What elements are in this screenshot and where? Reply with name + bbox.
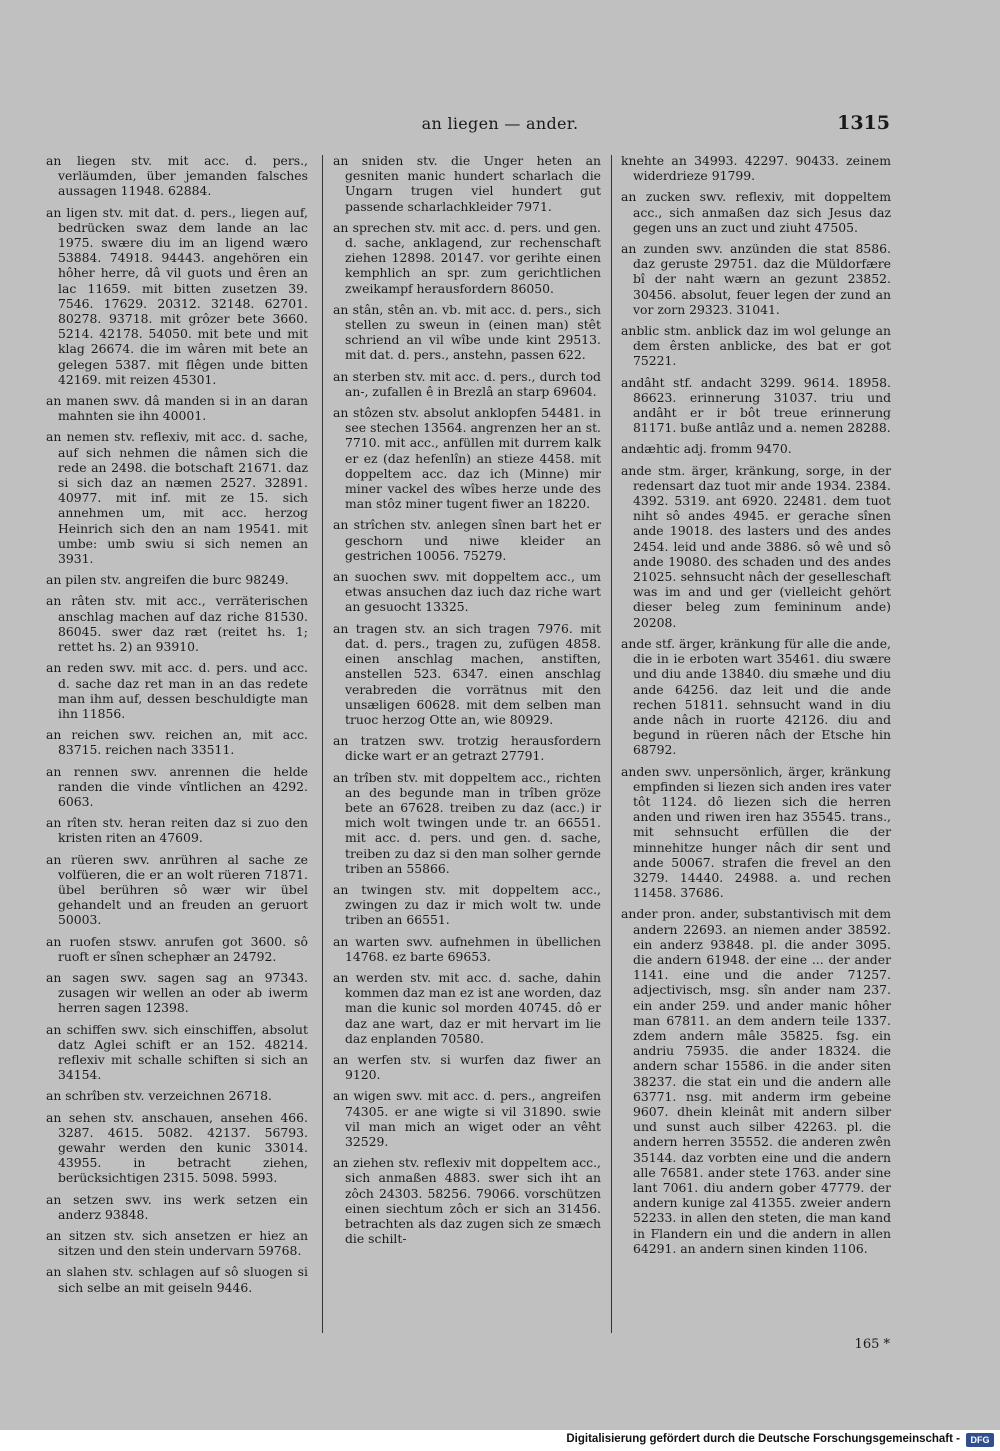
dictionary-entry: an setzen swv. ins werk setzen ein anderz 93848. — [46, 1191, 308, 1222]
dictionary-entry: ande stf. ärger, kränkung für alle die ande, die in ie erboten wart 35461. diu swære und diu ande 13840. diu smæhe und diu ande 64256. daz leit und die ande rechen 51811. sehnsucht wand in diu ande nâch in ruorte 42126. diu and begund in rüeren nâch der Etsche hin 68792. — [621, 635, 891, 758]
dictionary-entry: an nemen stv. reflexiv, mit acc. d. sache, auf sich nehmen die nâmen sich die rede an 2498. die botschaft 21671. daz si sich daz an næmen 2527. 32891. 40977. mit inf. mit ze 15. sich annehmen um, mit acc. herzog Heinrich sich den an nam 19541. mit umbe: umb swiu si sich nemen an 3931. — [46, 429, 308, 567]
dictionary-entry: andâht stf. andacht 3299. 9614. 18958. 86623. erinnerung 31037. triu und andâht er ir bôt treue erinnerung 81171. buße antlâz und a. nemen 28288. — [621, 374, 891, 436]
dictionary-entry: an sniden stv. die Unger heten an gesniten manic hundert scharlach die Ungarn trugen viel hundert gut passende scharlachkleider 7971. — [333, 153, 601, 214]
dfg-logo: DFG — [966, 1433, 994, 1447]
dictionary-column-3 — [621, 153, 891, 1262]
signature-mark: 165 * — [854, 1337, 890, 1352]
dictionary-entry: an tragen stv. an sich tragen 7976. mit dat. d. pers., tragen zu, zufügen 4858. einen anschlag machen, anstiften, anstellen 523. 6347. einen anschlag verabreden die vorrätnus mit den unsæligen 60628. mit dem selben man truoc herzog Otte an, wie 80929. — [333, 620, 601, 727]
dictionary-entry: an stân, stên an. vb. mit acc. d. pers., sich stellen zu sweun in (einen man) stêt schriend an vil wîbe unde kint 29513. mit dat. d. pers., anstehn, passen 622. — [333, 301, 601, 363]
dictionary-entry: an ruofen stswv. anrufen got 3600. sô ruoft er sînen schephær an 24792. — [46, 933, 308, 964]
dictionary-entry: an warten swv. aufnehmen in übellichen 14768. ez barte 69653. — [333, 933, 601, 964]
dictionary-entry: an twingen stv. mit doppeltem acc., zwingen zu daz ir mich wolt tw. unde triben an 66551. — [333, 881, 601, 928]
dictionary-entry: an strîchen stv. anlegen sînen bart het er geschorn und niwe kleider an gestrichen 10056. 75279. — [333, 517, 601, 563]
dictionary-entry: andæhtic adj. fromm 9470. — [621, 441, 792, 457]
digitization-banner — [0, 1430, 1000, 1451]
dictionary-entry: an wigen swv. mit acc. d. pers., angreifen 74305. er ane wigte si vil 31890. swie vil man mich an wiget oder an vêht 32529. — [333, 1088, 601, 1149]
dictionary-column-2 — [333, 153, 601, 1252]
dictionary-entry: knehte an 34993. 42297. 90433. zeinem widerdrieze 91799. — [621, 153, 891, 184]
dictionary-entry: an trîben stv. mit doppeltem acc., richten an des begunde man in trîben gröze bete an 67628. treiben zu daz (acc.) ir mich wolt twingen unde tr. an 66551. mit acc. d. pers. und gen. d. sache, treiben zu daz si den man solher gernde triben an 55866. — [333, 769, 601, 876]
dictionary-entry: ande stm. ärger, kränkung, sorge, in der redensart daz tuot mir ande 1934. 2384. 4392. 5319. ant 6920. 22481. dem tuot niht sô andes 4945. er gerache sînen ande 19018. des lasters und des andes 2454. leid und ande 3886. sô wê und sô ande 19080. des schaden und des andes 21025. sehnsucht nâch der geselleschaft was im and und ger (vielleicht gehört dieser beleg zum femininum ande) 20208. — [621, 462, 891, 630]
dictionary-entry: an sehen stv. anschauen, ansehen 466. 3287. 4615. 5082. 42137. 56793. gewahr werden den kunic 33014. 43955. in betracht ziehen, berücksichtigen 2315. 5098. 5993. — [46, 1109, 308, 1186]
dictionary-entry: an tratzen swv. trotzig herausfordern dicke wart er an getrazt 27791. — [333, 733, 601, 764]
dictionary-entry: an schrîben stv. verzeichnen 26718. — [46, 1088, 272, 1104]
running-title: an liegen — ander. — [421, 114, 579, 133]
dictionary-entry: an sagen swv. sagen sag an 97343. zusagen wir wellen an oder ab iwerm herren sagen 12398. — [46, 969, 308, 1016]
dictionary-entry: an râten stv. mit acc., verräterischen anschlag machen auf daz riche 81530. 86045. swer daz ræt (reitet hs. 1; rettet hs. 2) an 93910. — [46, 593, 308, 655]
dictionary-entry: an pilen stv. angreifen die burc 98249. — [46, 572, 289, 588]
dictionary-entry: an sterben stv. mit acc. d. pers., durch tod an-, zufallen ê in Brezlâ an starp 69604. — [333, 368, 601, 399]
dictionary-entry: an schiffen swv. sich einschiffen, absolut datz Aglei schift er an 152. 48214. reflexiv mit schalle schiften si sich an 34154. — [46, 1021, 308, 1083]
dictionary-entry: anden swv. unpersönlich, ärger, kränkung empfinden si liezen sich anden ires vater tôt 1124. dô liezen sich die herren anden und riwen iren haz 35545. trans., mit sehnsucht erfüllen die der minnehitze hunger nâch dir sent und ande 50067. strafen die frevel an den 3279. 14440. 24988. a. und rechen 11458. 37686. — [621, 763, 891, 901]
page-number: 1315 — [837, 112, 890, 134]
dictionary-entry: an zunden swv. anzünden die stat 8586. daz geruste 29751. daz die Müldorfære bî der naht wærn an gezunt 23852. 30456. absolut, feuer legen der zund an vor zorn 29323. 31041. — [621, 241, 891, 317]
dictionary-entry: anblic stm. anblick daz im wol gelunge an dem êrsten anblicke, des bat er got 75221. — [621, 323, 891, 369]
dictionary-entry: an suochen swv. mit doppeltem acc., um etwas ansuchen daz iuch daz riche wart an gesuocht 13325. — [333, 569, 601, 615]
dictionary-entry: an sprechen stv. mit acc. d. pers. und gen. d. sache, anklagend, zur rechenschaft ziehen 12898. 20147. vor gerihte einen kemphlich an spr. zum gerichtlichen zweikampf herausfordern 86050. — [333, 219, 601, 296]
banner-text: Digitalisierung gefördert durch die Deutsche Forschungsgemeinschaft - — [566, 1433, 960, 1445]
dictionary-entry: an ziehen stv. reflexiv mit doppeltem acc., sich anmaßen 4883. swer sich iht an zôch 24303. 58256. 79066. vorschützen einen siechtum zôch er sich an 31456. betrachten als daz zugen sich ze smæch die schilt- — [333, 1155, 601, 1247]
column-divider — [611, 155, 612, 1333]
dictionary-entry: an sitzen stv. sich ansetzen er hiez an sitzen und den stein undervarn 59768. — [46, 1228, 308, 1259]
dictionary-entry: an rîten stv. heran reiten daz si zuo den kristen riten an 47609. — [46, 815, 308, 846]
column-divider — [322, 155, 323, 1333]
dictionary-entry: an reden swv. mit acc. d. pers. und acc. d. sache daz ret man in an das redete man ihm auf, dessen beschuldigte man ihn 11856. — [46, 660, 308, 721]
dictionary-entry: ander pron. ander, substantivisch mit dem andern 22693. an niemen ander 38592. ein anderz 93848. pl. die ander 3095. die andern 61948. der eine ... der ander 1141. eine und die ander 71257. adjectivisch, msg. sîn ander nam 237. ein ander 259. und ander manic hôher man 67811. an dem andern teile 1337. zdem andern mâle 35825. fsg. ein andriu 75935. die ander 18324. die andern schar 15586. in die ander siten 38237. die stat ein und die andern alle 63771. nsg. mit anderm irm gebeine 9607. dhein kleinât mit andern silber und sunst auch silber 42263. pl. die andern herren 35552. die anderen zwên 35144. daz vorbten eine und die andern alle 76581. ander stete 1763. ander sine lant 7061. diu andern gober 47779. der andern kunige zal 41355. zweier andern 52233. in allen den steten, die man kand in Flandern ein und die andern in allen 64291. an andern sinen kinden 1106. — [621, 906, 891, 1256]
dictionary-entry: an zucken swv. reflexiv, mit doppeltem acc., sich anmaßen daz sich Jesus daz gegen uns an zuct und ziuht 47505. — [621, 189, 891, 235]
page-header — [0, 112, 1000, 138]
dictionary-entry: an slahen stv. schlagen auf sô sluogen si sich selbe an mit geiseln 9446. — [46, 1264, 308, 1295]
dictionary-entry: an rennen swv. anrennen die helde randen die vinde vîntlichen an 4292. 6063. — [46, 763, 308, 809]
dictionary-entry: an manen swv. dâ manden si in an daran mahnten sie ihn 40001. — [46, 393, 308, 424]
dictionary-entry: an liegen stv. mit acc. d. pers., verläumden, über jemanden falsches aussagen 11948. 62884. — [46, 153, 308, 199]
dictionary-column-1 — [46, 153, 308, 1301]
dictionary-entry: an stôzen stv. absolut anklopfen 54481. in see stechen 13564. angrenzen her an st. 7710. mit acc., anfüllen mit durrem kalk er ez (daz hefenlîn) an stieze 4458. mit doppeltem acc. daz ich (Minne) mir miner vackel des wîbes herze unde des man stôz miner tugent fiwer an 18220. — [333, 405, 601, 512]
dictionary-entry: an werfen stv. si wurfen daz fiwer an 9120. — [333, 1051, 601, 1083]
dictionary-entry: an rüeren swv. anrühren al sache ze volfüeren, die er an wolt rüeren 71871. übel berühren sô wær wir übel gehandelt und an freuden an geruort 50003. — [46, 851, 308, 928]
dictionary-entry: an werden stv. mit acc. d. sache, dahin kommen daz man ez ist ane worden, daz man die kunic sol morden 40745. dô er daz ane wart, daz er mit hervart im lie daz enplanden 70580. — [333, 969, 601, 1046]
dictionary-entry: an reichen swv. reichen an, mit acc. 83715. reichen nach 33511. — [46, 727, 308, 758]
dictionary-entry: an ligen stv. mit dat. d. pers., liegen auf, bedrücken swaz dem lande an lac 1975. swære diu im an ligend wæro 53884. 74918. 94443. angehören ein hôher herre, dâ vil guots und êren an lac 11659. mit bitten zusetzen 39. 7546. 17629. 20312. 32148. 62701. 80278. 93718. mit grôzer bete 3660. 5214. 42178. 54050. mit bete und mit klag 26674. die im wâren mit bete an gelegen 5387. mit flêgen unde bitten 42169. mit reizen 45301. — [46, 204, 308, 387]
